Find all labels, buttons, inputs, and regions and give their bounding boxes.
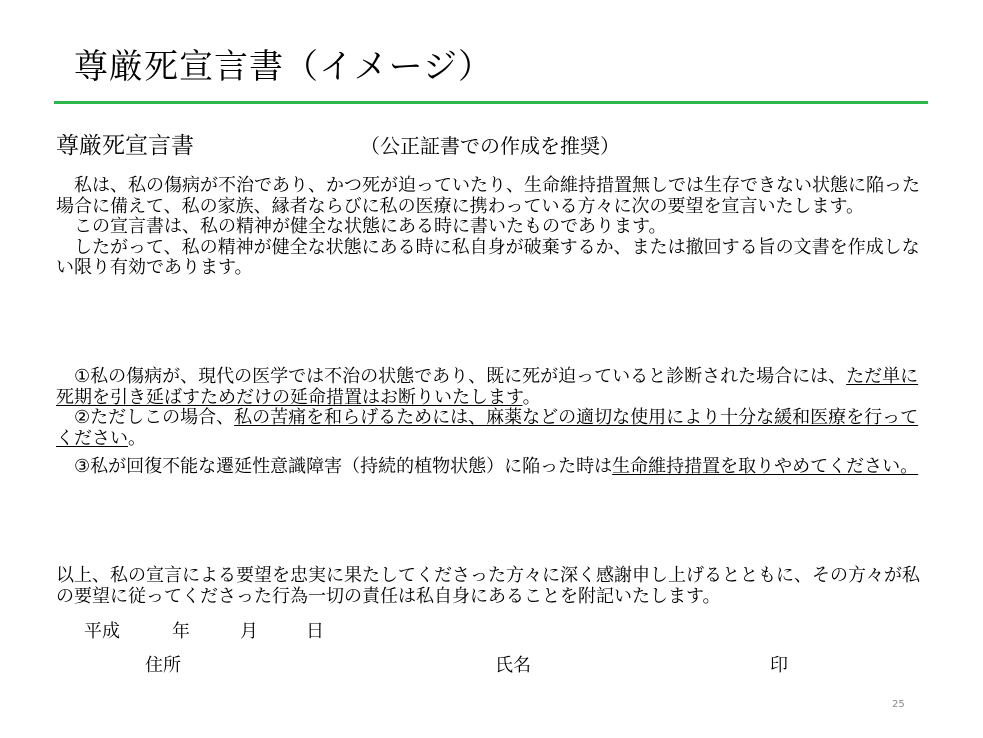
item-1-underlined: ただ単に死期を引き延ばすためだけの延命措置はお断りいたします — [56, 366, 919, 408]
closing-paragraph: 以上、私の宣言による要望を忠実に果たしてくださった方々に深く感謝申し上げるとともに、その方々が私の要望に従ってくださった行為一切の責任は私自身にあることを附記いたします。 — [56, 565, 920, 607]
seal-label: 印 — [770, 655, 788, 676]
intro-paragraph-3: したがって、私の精神が健全な状態にある時に私自身が破棄するか、または撤回する旨の文書を作成しない限り有効であります。 — [56, 236, 920, 278]
intro-paragraph-2: この宣言書は、私の精神が健全な状態にある時に書いたものであります。 — [56, 216, 667, 237]
document-heading-row — [56, 131, 620, 161]
item-2-text: ②ただしこの場合、 — [56, 407, 235, 428]
item-3-text: ③私が回復不能な遷延性意識障害（持続的植物状態）に陥った時は — [56, 456, 613, 477]
document-subheading: （公正証書での作成を推奨） — [360, 134, 620, 158]
date-day: 日 — [306, 621, 324, 642]
page-number: 25 — [892, 699, 905, 710]
request-item-3 — [56, 457, 932, 478]
slide-title: 尊厳死宣言書（イメージ） — [74, 47, 493, 87]
date-month: 月 — [240, 621, 258, 642]
request-item-1 — [56, 367, 932, 408]
intro-paragraph-1: 私は、私の傷病が不治であり、かつ死が迫っていたり、生命維持措置無しでは生存できない状態に陥った場合に備えて、私の家族、縁者ならびに私の医療に携わっている方々に次の要望を宣言いたします。 — [56, 175, 920, 217]
item-2-end: 。 — [128, 427, 146, 449]
date-year: 年 — [172, 621, 190, 642]
item-1-text: ①私の傷病が、現代の医学では不治の状態であり、既に死が迫っていると診断された場合には、 — [56, 366, 847, 387]
closing-section — [56, 566, 932, 607]
request-item-2 — [56, 408, 932, 449]
title-divider — [54, 101, 928, 104]
document-heading: 尊厳死宣言書 — [56, 133, 194, 159]
item-1-end: 。 — [522, 386, 541, 408]
item-2-underlined: 私の苦痛を和らげるためには、麻薬などの適切な使用により十分な緩和医療を行ってください — [56, 407, 919, 449]
item-3-underlined: 生命維持措置を取りやめてください。 — [612, 456, 919, 477]
intro-section — [56, 176, 932, 279]
name-label: 氏名 — [495, 655, 531, 676]
address-label: 住所 — [145, 655, 181, 676]
request-items — [56, 367, 932, 478]
date-era: 平成 — [84, 621, 120, 642]
